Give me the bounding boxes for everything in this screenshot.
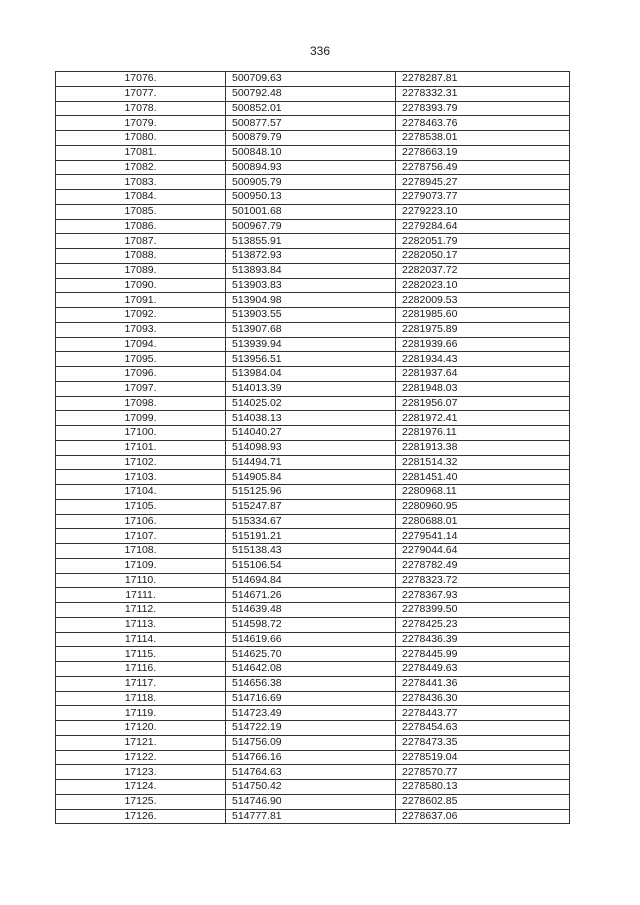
point-number-cell: 17120. (56, 721, 226, 736)
y-coordinate-cell: 2278756.49 (396, 160, 570, 175)
y-coordinate-cell: 2279541.14 (396, 529, 570, 544)
x-coordinate-cell: 513903.55 (226, 308, 396, 323)
y-coordinate-cell: 2278454.63 (396, 721, 570, 736)
x-coordinate-cell: 515106.54 (226, 558, 396, 573)
x-coordinate-cell: 514722.19 (226, 721, 396, 736)
table-row (56, 662, 570, 677)
x-coordinate-cell: 514038.13 (226, 411, 396, 426)
table-row (56, 721, 570, 736)
point-number-cell: 17109. (56, 558, 226, 573)
y-coordinate-cell: 2282037.72 (396, 263, 570, 278)
point-number-cell: 17114. (56, 632, 226, 647)
x-coordinate-cell: 513904.98 (226, 293, 396, 308)
table-row (56, 101, 570, 116)
y-coordinate-cell: 2278287.81 (396, 72, 570, 87)
y-coordinate-cell: 2281976.11 (396, 426, 570, 441)
x-coordinate-cell: 514639.48 (226, 603, 396, 618)
table-row (56, 263, 570, 278)
point-number-cell: 17081. (56, 145, 226, 160)
point-number-cell: 17079. (56, 116, 226, 131)
table-row (56, 809, 570, 824)
point-number-cell: 17126. (56, 809, 226, 824)
table-row (56, 86, 570, 101)
y-coordinate-cell: 2278782.49 (396, 558, 570, 573)
table-row (56, 131, 570, 146)
point-number-cell: 17108. (56, 544, 226, 559)
y-coordinate-cell: 2281934.43 (396, 352, 570, 367)
point-number-cell: 17124. (56, 780, 226, 795)
point-number-cell: 17083. (56, 175, 226, 190)
point-number-cell: 17091. (56, 293, 226, 308)
table-row (56, 485, 570, 500)
y-coordinate-cell: 2278436.39 (396, 632, 570, 647)
table-row (56, 381, 570, 396)
y-coordinate-cell: 2278332.31 (396, 86, 570, 101)
table-row (56, 558, 570, 573)
point-number-cell: 17115. (56, 647, 226, 662)
point-number-cell: 17088. (56, 249, 226, 264)
table-row (56, 234, 570, 249)
point-number-cell: 17097. (56, 381, 226, 396)
x-coordinate-cell: 500792.48 (226, 86, 396, 101)
x-coordinate-cell: 514025.02 (226, 396, 396, 411)
x-coordinate-cell: 500852.01 (226, 101, 396, 116)
table-row (56, 470, 570, 485)
coordinates-table (55, 71, 570, 824)
y-coordinate-cell: 2278663.19 (396, 145, 570, 160)
x-coordinate-cell: 515334.67 (226, 514, 396, 529)
point-number-cell: 17106. (56, 514, 226, 529)
table-row (56, 647, 570, 662)
y-coordinate-cell: 2279073.77 (396, 190, 570, 205)
point-number-cell: 17125. (56, 794, 226, 809)
x-coordinate-cell: 514777.81 (226, 809, 396, 824)
table-row (56, 219, 570, 234)
x-coordinate-cell: 514013.39 (226, 381, 396, 396)
y-coordinate-cell: 2278436.30 (396, 691, 570, 706)
point-number-cell: 17122. (56, 750, 226, 765)
x-coordinate-cell: 500879.79 (226, 131, 396, 146)
table-row (56, 440, 570, 455)
y-coordinate-cell: 2279044.64 (396, 544, 570, 559)
table-row (56, 676, 570, 691)
point-number-cell: 17076. (56, 72, 226, 87)
y-coordinate-cell: 2281972.41 (396, 411, 570, 426)
point-number-cell: 17100. (56, 426, 226, 441)
table-row (56, 160, 570, 175)
point-number-cell: 17123. (56, 765, 226, 780)
table-row (56, 514, 570, 529)
table-row (56, 396, 570, 411)
y-coordinate-cell: 2281948.03 (396, 381, 570, 396)
x-coordinate-cell: 500950.13 (226, 190, 396, 205)
x-coordinate-cell: 514694.84 (226, 573, 396, 588)
y-coordinate-cell: 2278473.35 (396, 735, 570, 750)
point-number-cell: 17099. (56, 411, 226, 426)
x-coordinate-cell: 500967.79 (226, 219, 396, 234)
y-coordinate-cell: 2278367.93 (396, 588, 570, 603)
x-coordinate-cell: 514656.38 (226, 676, 396, 691)
x-coordinate-cell: 513956.51 (226, 352, 396, 367)
y-coordinate-cell: 2278443.77 (396, 706, 570, 721)
y-coordinate-cell: 2278323.72 (396, 573, 570, 588)
x-coordinate-cell: 514723.49 (226, 706, 396, 721)
x-coordinate-cell: 515191.21 (226, 529, 396, 544)
y-coordinate-cell: 2281913.38 (396, 440, 570, 455)
table-row (56, 72, 570, 87)
table-row (56, 367, 570, 382)
table-row (56, 706, 570, 721)
x-coordinate-cell: 513855.91 (226, 234, 396, 249)
page-number: 336 (309, 44, 331, 58)
x-coordinate-cell: 501001.68 (226, 204, 396, 219)
point-number-cell: 17117. (56, 676, 226, 691)
table-row (56, 603, 570, 618)
y-coordinate-cell: 2281975.89 (396, 322, 570, 337)
table-row (56, 529, 570, 544)
x-coordinate-cell: 513907.68 (226, 322, 396, 337)
x-coordinate-cell: 500894.93 (226, 160, 396, 175)
point-number-cell: 17098. (56, 396, 226, 411)
point-number-cell: 17101. (56, 440, 226, 455)
table-row (56, 426, 570, 441)
x-coordinate-cell: 515125.96 (226, 485, 396, 500)
table-row (56, 735, 570, 750)
y-coordinate-cell: 2278945.27 (396, 175, 570, 190)
point-number-cell: 17092. (56, 308, 226, 323)
y-coordinate-cell: 2278463.76 (396, 116, 570, 131)
y-coordinate-cell: 2281985.60 (396, 308, 570, 323)
table-row (56, 204, 570, 219)
table-row (56, 573, 570, 588)
x-coordinate-cell: 514619.66 (226, 632, 396, 647)
point-number-cell: 17080. (56, 131, 226, 146)
y-coordinate-cell: 2282051.79 (396, 234, 570, 249)
y-coordinate-cell: 2281939.66 (396, 337, 570, 352)
x-coordinate-cell: 514746.90 (226, 794, 396, 809)
y-coordinate-cell: 2281451.40 (396, 470, 570, 485)
y-coordinate-cell: 2278602.85 (396, 794, 570, 809)
x-coordinate-cell: 500877.57 (226, 116, 396, 131)
table-row (56, 190, 570, 205)
point-number-cell: 17104. (56, 485, 226, 500)
table-row (56, 322, 570, 337)
x-coordinate-cell: 513939.94 (226, 337, 396, 352)
x-coordinate-cell: 515247.87 (226, 499, 396, 514)
point-number-cell: 17110. (56, 573, 226, 588)
point-number-cell: 17084. (56, 190, 226, 205)
point-number-cell: 17118. (56, 691, 226, 706)
table-row (56, 780, 570, 795)
table-row (56, 175, 570, 190)
x-coordinate-cell: 514494.71 (226, 455, 396, 470)
x-coordinate-cell: 514905.84 (226, 470, 396, 485)
x-coordinate-cell: 514040.27 (226, 426, 396, 441)
table-row (56, 249, 570, 264)
point-number-cell: 17119. (56, 706, 226, 721)
point-number-cell: 17102. (56, 455, 226, 470)
table-row (56, 588, 570, 603)
table-row (56, 145, 570, 160)
y-coordinate-cell: 2278637.06 (396, 809, 570, 824)
x-coordinate-cell: 514598.72 (226, 617, 396, 632)
x-coordinate-cell: 514098.93 (226, 440, 396, 455)
y-coordinate-cell: 2280688.01 (396, 514, 570, 529)
coordinates-table-body (56, 72, 570, 824)
y-coordinate-cell: 2282009.53 (396, 293, 570, 308)
x-coordinate-cell: 514766.16 (226, 750, 396, 765)
y-coordinate-cell: 2278449.63 (396, 662, 570, 677)
y-coordinate-cell: 2279284.64 (396, 219, 570, 234)
table-row (56, 308, 570, 323)
y-coordinate-cell: 2278519.04 (396, 750, 570, 765)
table-row (56, 293, 570, 308)
table-row (56, 691, 570, 706)
x-coordinate-cell: 513872.93 (226, 249, 396, 264)
table-row (56, 411, 570, 426)
x-coordinate-cell: 514625.70 (226, 647, 396, 662)
y-coordinate-cell: 2278425.23 (396, 617, 570, 632)
x-coordinate-cell: 514750.42 (226, 780, 396, 795)
point-number-cell: 17086. (56, 219, 226, 234)
x-coordinate-cell: 500709.63 (226, 72, 396, 87)
y-coordinate-cell: 2278393.79 (396, 101, 570, 116)
point-number-cell: 17113. (56, 617, 226, 632)
point-number-cell: 17082. (56, 160, 226, 175)
table-row (56, 278, 570, 293)
x-coordinate-cell: 513903.83 (226, 278, 396, 293)
y-coordinate-cell: 2281937.64 (396, 367, 570, 382)
x-coordinate-cell: 515138.43 (226, 544, 396, 559)
y-coordinate-cell: 2278399.50 (396, 603, 570, 618)
table-row (56, 632, 570, 647)
point-number-cell: 17077. (56, 86, 226, 101)
point-number-cell: 17093. (56, 322, 226, 337)
point-number-cell: 17096. (56, 367, 226, 382)
y-coordinate-cell: 2278538.01 (396, 131, 570, 146)
x-coordinate-cell: 500848.10 (226, 145, 396, 160)
table-row (56, 794, 570, 809)
table-row (56, 352, 570, 367)
point-number-cell: 17105. (56, 499, 226, 514)
y-coordinate-cell: 2278445.99 (396, 647, 570, 662)
x-coordinate-cell: 514716.69 (226, 691, 396, 706)
table-row (56, 617, 570, 632)
y-coordinate-cell: 2282050.17 (396, 249, 570, 264)
table-row (56, 455, 570, 470)
table-row (56, 116, 570, 131)
y-coordinate-cell: 2282023.10 (396, 278, 570, 293)
x-coordinate-cell: 514642.08 (226, 662, 396, 677)
y-coordinate-cell: 2278570.77 (396, 765, 570, 780)
point-number-cell: 17121. (56, 735, 226, 750)
table-row (56, 337, 570, 352)
point-number-cell: 17090. (56, 278, 226, 293)
x-coordinate-cell: 514764.63 (226, 765, 396, 780)
point-number-cell: 17112. (56, 603, 226, 618)
y-coordinate-cell: 2278441.36 (396, 676, 570, 691)
y-coordinate-cell: 2280968.11 (396, 485, 570, 500)
point-number-cell: 17089. (56, 263, 226, 278)
point-number-cell: 17087. (56, 234, 226, 249)
point-number-cell: 17107. (56, 529, 226, 544)
point-number-cell: 17095. (56, 352, 226, 367)
x-coordinate-cell: 513893.84 (226, 263, 396, 278)
point-number-cell: 17078. (56, 101, 226, 116)
y-coordinate-cell: 2279223.10 (396, 204, 570, 219)
y-coordinate-cell: 2281514.32 (396, 455, 570, 470)
table-row (56, 750, 570, 765)
x-coordinate-cell: 514671.26 (226, 588, 396, 603)
table-row (56, 544, 570, 559)
x-coordinate-cell: 513984.04 (226, 367, 396, 382)
table-row (56, 499, 570, 514)
y-coordinate-cell: 2280960.95 (396, 499, 570, 514)
x-coordinate-cell: 500905.79 (226, 175, 396, 190)
point-number-cell: 17094. (56, 337, 226, 352)
point-number-cell: 17085. (56, 204, 226, 219)
y-coordinate-cell: 2278580.13 (396, 780, 570, 795)
y-coordinate-cell: 2281956.07 (396, 396, 570, 411)
x-coordinate-cell: 514756.09 (226, 735, 396, 750)
point-number-cell: 17103. (56, 470, 226, 485)
point-number-cell: 17111. (56, 588, 226, 603)
point-number-cell: 17116. (56, 662, 226, 677)
table-row (56, 765, 570, 780)
